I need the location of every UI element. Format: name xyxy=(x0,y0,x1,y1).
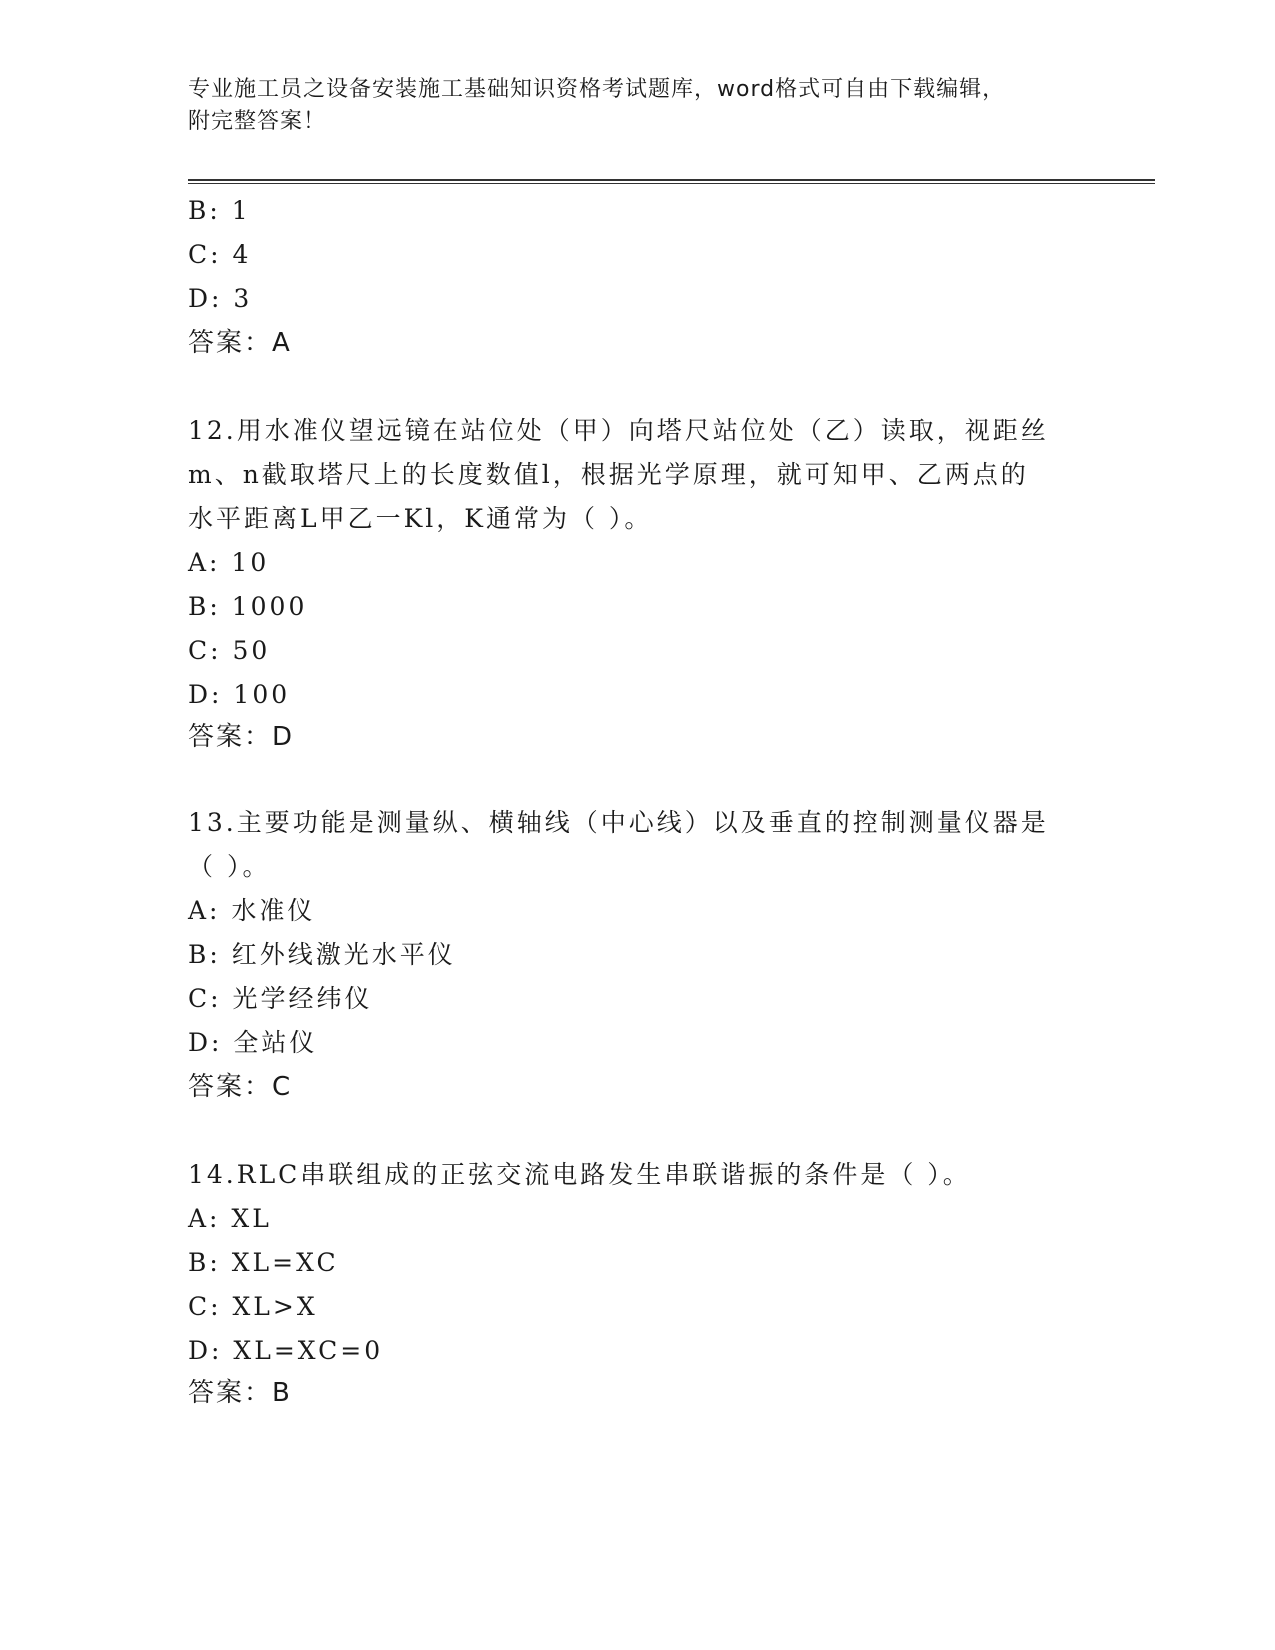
q12-answer: 答案：D xyxy=(188,722,295,752)
q12-stem-line-3: 水平距离L甲乙一Kl，K通常为（ ）。 xyxy=(188,504,653,533)
q13-answer: 答案：C xyxy=(188,1072,293,1102)
q13-option-a: A: 水准仪 xyxy=(188,896,316,925)
q12-stem-line-2: m、n截取塔尺上的长度数值l，根据光学原理，就可知甲、乙两点的 xyxy=(188,460,1029,489)
q11-option-c: C: 4 xyxy=(188,240,252,269)
q13-option-d: D: 全站仪 xyxy=(188,1028,318,1057)
q13-stem-line-1: 13.主要功能是测量纵、横轴线（中心线）以及垂直的控制测量仪器是 xyxy=(188,808,1049,837)
q14-answer: 答案：B xyxy=(188,1378,292,1408)
q14-option-c: C: XL>X xyxy=(188,1292,318,1321)
q12-stem-line-1: 12.用水准仪望远镜在站位处（甲）向塔尺站位处（乙）读取，视距丝 xyxy=(188,416,1049,445)
q13-option-c: C: 光学经纬仪 xyxy=(188,984,373,1013)
q12-option-b: B: 1000 xyxy=(188,592,308,621)
header-divider xyxy=(188,179,1155,184)
q14-option-b: B: XL=XC xyxy=(188,1248,339,1277)
q13-option-b: B: 红外线激光水平仪 xyxy=(188,940,456,969)
header-line-1: 专业施工员之设备安装施工基础知识资格考试题库，word格式可自由下载编辑， xyxy=(188,77,1006,102)
q11-option-d: D: 3 xyxy=(188,284,253,313)
q12-option-c: C: 50 xyxy=(188,636,271,665)
q12-option-d: D: 100 xyxy=(188,680,291,709)
header-line-2: 附完整答案！ xyxy=(188,109,327,134)
document-header xyxy=(188,74,1088,138)
q14-option-a: A: XL xyxy=(188,1204,272,1233)
q11-option-b: B: 1 xyxy=(188,196,251,225)
q11-answer: 答案：A xyxy=(188,328,292,358)
q12-option-a: A: 10 xyxy=(188,548,270,577)
q14-option-d: D: XL=XC=0 xyxy=(188,1336,384,1365)
q13-stem-line-2: （ ）。 xyxy=(188,852,271,881)
q14-stem-line-1: 14.RLC串联组成的正弦交流电路发生串联谐振的条件是（ ）。 xyxy=(188,1160,971,1189)
